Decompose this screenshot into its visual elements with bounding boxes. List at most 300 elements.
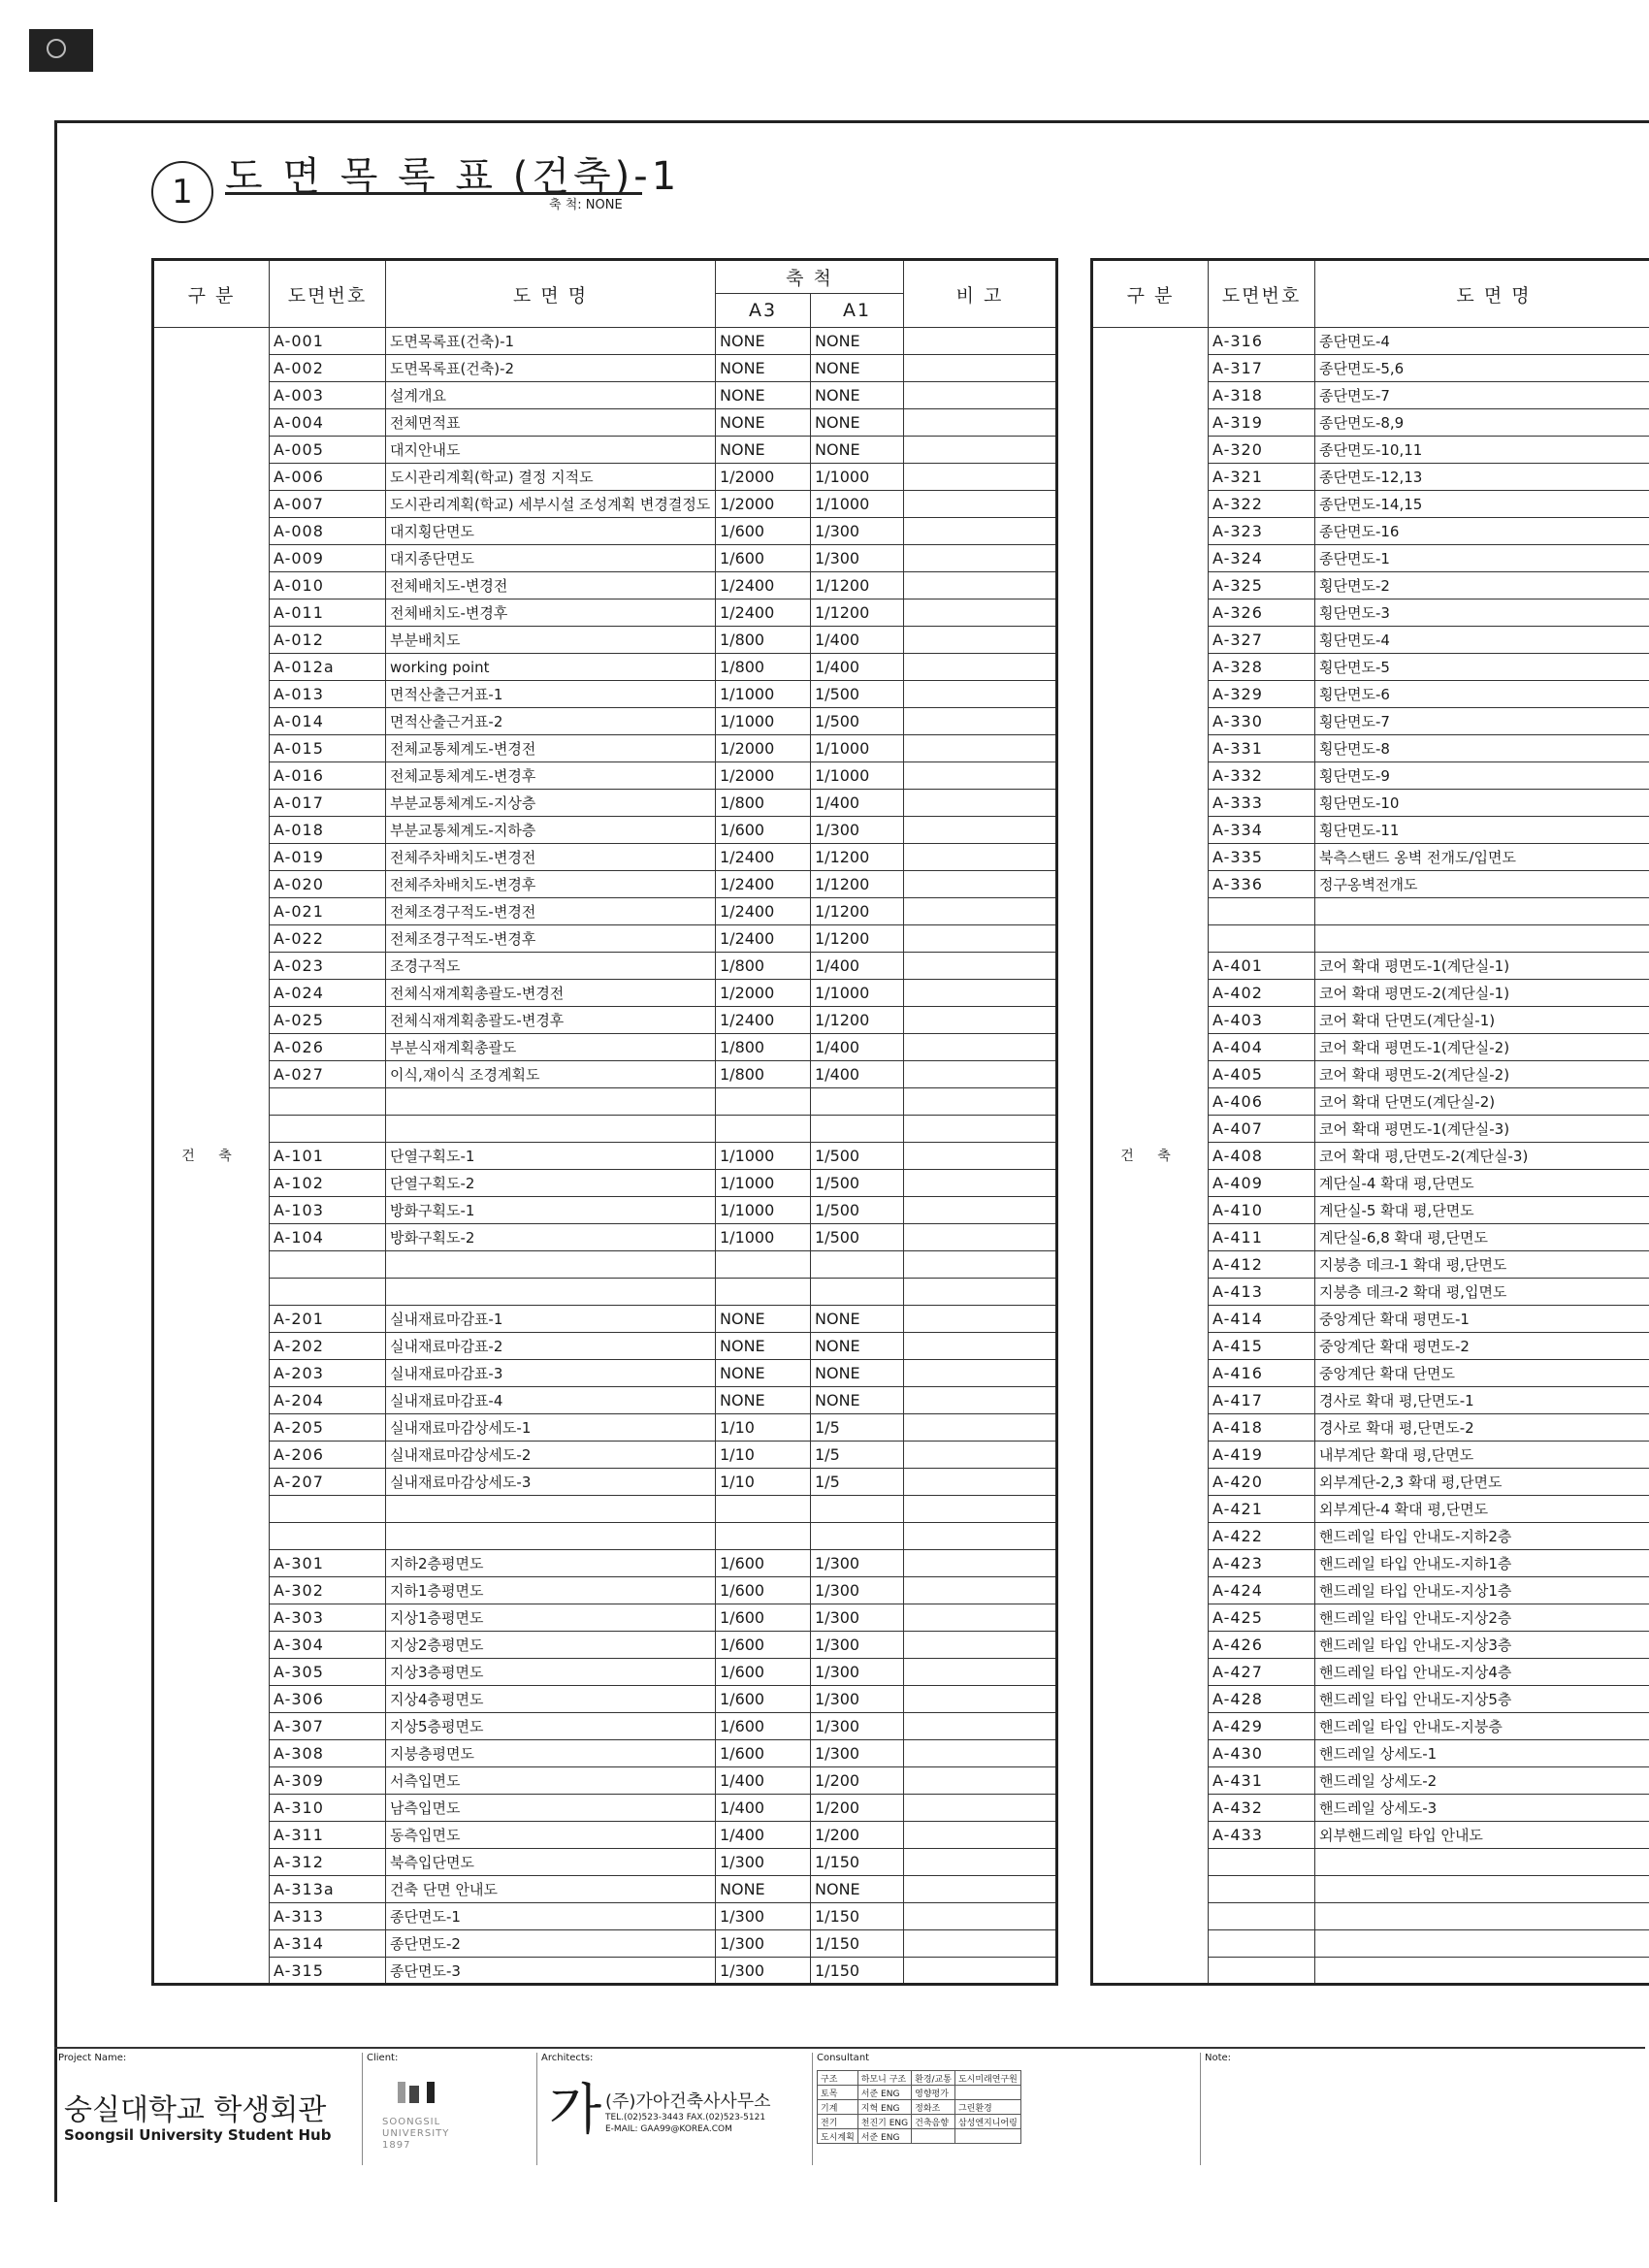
drawing-number: A-416 (1209, 1360, 1315, 1387)
table-row (153, 1007, 1057, 1034)
scale-a3: 1/2400 (716, 599, 811, 627)
remark-cell (904, 1577, 1057, 1604)
scale-a1: 1/200 (811, 1767, 904, 1795)
scale-a1: 1/500 (811, 1224, 904, 1251)
scale-a1: 1/300 (811, 1550, 904, 1577)
drawing-number: A-433 (1209, 1822, 1315, 1849)
consultant-row (818, 2086, 1021, 2100)
scale-a3: 1/2000 (716, 762, 811, 790)
scale-a1: 1/1200 (811, 572, 904, 599)
drawing-number: A-007 (270, 491, 386, 518)
drawing-name (1315, 898, 1649, 925)
remark-cell (904, 1795, 1057, 1822)
drawing-number: A-423 (1209, 1550, 1315, 1577)
scale-a1: NONE (811, 1306, 904, 1333)
drawing-name: 횡단면도-10 (1315, 790, 1649, 817)
drawing-number: A-201 (270, 1306, 386, 1333)
drawing-name: 북측입단면도 (386, 1849, 716, 1876)
remark-cell (904, 1387, 1057, 1414)
project-name-en: Soongsil University Student Hub (64, 2126, 332, 2144)
consultant-cell (813, 2053, 1201, 2165)
scale-a1: 1/5 (811, 1442, 904, 1469)
project-name-kr: 숭실대학교 학생회관 (64, 2093, 327, 2127)
drawing-number (270, 1523, 386, 1550)
drawing-name: 지하1층평면도 (386, 1577, 716, 1604)
drawing-number: A-414 (1209, 1306, 1315, 1333)
drawing-number (270, 1496, 386, 1523)
scale-a3: 1/300 (716, 1903, 811, 1930)
scale-a3: 1/2000 (716, 464, 811, 491)
drawing-number: A-001 (270, 328, 386, 355)
table-row (153, 898, 1057, 925)
remark-cell (904, 1523, 1057, 1550)
drawing-name: 도시관리계획(학교) 결정 지적도 (386, 464, 716, 491)
drawing-number: A-335 (1209, 844, 1315, 871)
drawing-name: 종단면도-1 (1315, 545, 1649, 572)
drawing-name: 핸드레일 타입 안내도-지붕층 (1315, 1713, 1649, 1740)
remark-cell (904, 681, 1057, 708)
scale-a1: 1/400 (811, 1034, 904, 1061)
drawing-number: A-316 (1209, 328, 1315, 355)
table-row (153, 1251, 1057, 1279)
table-row (153, 545, 1057, 572)
remark-cell (904, 925, 1057, 953)
drawing-number: A-005 (270, 437, 386, 464)
drawing-name: 전체교통체계도-변경전 (386, 735, 716, 762)
scale-a3: 1/800 (716, 627, 811, 654)
drawing-number: A-322 (1209, 491, 1315, 518)
remark-cell (904, 1469, 1057, 1496)
drawing-number: A-006 (270, 464, 386, 491)
architect-name: (주)가아건축사사무소 (605, 2091, 771, 2112)
scale-a3: NONE (716, 1876, 811, 1903)
scale-a3: 1/2000 (716, 491, 811, 518)
drawing-name: 대지횡단면도 (386, 518, 716, 545)
table-row (153, 328, 1057, 355)
drawing-number: A-027 (270, 1061, 386, 1088)
drawing-number: A-319 (1209, 409, 1315, 437)
scale-a3 (716, 1251, 811, 1279)
scale-a1: 1/150 (811, 1958, 904, 1985)
drawing-name: 전체식재계획총괄도-변경후 (386, 1007, 716, 1034)
scale-a1 (811, 1088, 904, 1116)
remark-cell (904, 491, 1057, 518)
scale-a3 (716, 1523, 811, 1550)
table-row (153, 1197, 1057, 1224)
table-row (153, 1523, 1057, 1550)
drawing-name: 실내재료마감상세도-3 (386, 1469, 716, 1496)
header-drawing-name: 도 면 명 (386, 260, 716, 328)
remark-cell (904, 627, 1057, 654)
header-a3: A3 (716, 294, 811, 328)
drawing-number: A-417 (1209, 1387, 1315, 1414)
drawing-name: working point (386, 654, 716, 681)
consultant-field: 정화조 (912, 2100, 955, 2115)
table-row (153, 1930, 1057, 1958)
category-cell: 건 축 (153, 328, 270, 1985)
scale-a3: 1/600 (716, 518, 811, 545)
drawing-name: 지상5층평면도 (386, 1713, 716, 1740)
drawing-name: 지상2층평면도 (386, 1632, 716, 1659)
architect-email: E-MAIL: GAA99@KOREA.COM (605, 2124, 732, 2134)
scale-a3: 1/2400 (716, 898, 811, 925)
drawing-name: 지붕층 데크-2 확대 평,입면도 (1315, 1279, 1649, 1306)
scale-a1: 1/300 (811, 1686, 904, 1713)
remark-cell (904, 953, 1057, 980)
drawing-number: A-318 (1209, 382, 1315, 409)
remark-cell (904, 654, 1057, 681)
drawing-number: A-017 (270, 790, 386, 817)
drawing-number: A-320 (1209, 437, 1315, 464)
drawing-name: 방화구획도-2 (386, 1224, 716, 1251)
scale-a1: 1/1200 (811, 871, 904, 898)
drawing-name: 부분배치도 (386, 627, 716, 654)
scale-a3: 1/600 (716, 1550, 811, 1577)
scale-a1: NONE (811, 382, 904, 409)
table-row (153, 1632, 1057, 1659)
remark-cell (904, 1849, 1057, 1876)
drawing-name: 코어 확대 평면도-1(계단실-2) (1315, 1034, 1649, 1061)
scale-a1: 1/400 (811, 627, 904, 654)
drawing-name: 지붕층 데크-1 확대 평,단면도 (1315, 1251, 1649, 1279)
drawing-name (1315, 1930, 1649, 1958)
scale-a1: NONE (811, 1387, 904, 1414)
drawing-name: 종단면도-7 (1315, 382, 1649, 409)
remark-cell (904, 1958, 1057, 1985)
scale-a3: 1/600 (716, 817, 811, 844)
drawing-number (1209, 1849, 1315, 1876)
table-row (153, 1469, 1057, 1496)
drawing-number: A-205 (270, 1414, 386, 1442)
drawing-number: A-004 (270, 409, 386, 437)
drawing-name: 정구옹벽전개도 (1315, 871, 1649, 898)
scale-a3: 1/600 (716, 1659, 811, 1686)
drawing-name: 중앙계단 확대 평면도-1 (1315, 1306, 1649, 1333)
consultant-field: 전기 (818, 2115, 858, 2129)
drawing-name: 중앙계단 확대 단면도 (1315, 1360, 1649, 1387)
remark-cell (904, 328, 1057, 355)
table-row (153, 1442, 1057, 1469)
table-row (153, 409, 1057, 437)
note-label: Note: (1205, 2053, 1232, 2063)
drawing-name: 핸드레일 상세도-1 (1315, 1740, 1649, 1767)
table-row (153, 1659, 1057, 1686)
project-label: Project Name: (58, 2053, 127, 2063)
scale-a1: 1/500 (811, 1197, 904, 1224)
remark-cell (904, 464, 1057, 491)
remark-cell (904, 437, 1057, 464)
scale-a1: 1/400 (811, 654, 904, 681)
consultant-label: Consultant (817, 2053, 870, 2063)
table-row (153, 654, 1057, 681)
scale-a3: NONE (716, 328, 811, 355)
remark-cell (904, 1550, 1057, 1577)
drawing-number: A-011 (270, 599, 386, 627)
consultant-row (818, 2100, 1021, 2115)
table-row (153, 464, 1057, 491)
table-row (153, 681, 1057, 708)
consultant-field: 기계 (818, 2100, 858, 2115)
drawing-name: 도면목록표(건축)-2 (386, 355, 716, 382)
remark-cell (904, 1876, 1057, 1903)
remark-cell (904, 1034, 1057, 1061)
table-row (153, 1306, 1057, 1333)
drawing-number: A-428 (1209, 1686, 1315, 1713)
table-row (153, 1279, 1057, 1306)
drawing-name: 실내재료마감표-2 (386, 1333, 716, 1360)
drawing-number: A-010 (270, 572, 386, 599)
drawing-number (1209, 898, 1315, 925)
table-row (1092, 328, 1649, 355)
drawing-name: 실내재료마감표-1 (386, 1306, 716, 1333)
scale-a1: NONE (811, 355, 904, 382)
drawing-number (270, 1116, 386, 1143)
drawing-name: 면적산출근거표-2 (386, 708, 716, 735)
drawing-name: 조경구적도 (386, 953, 716, 980)
scale-a3: 1/2400 (716, 1007, 811, 1034)
scale-a1 (811, 1251, 904, 1279)
drawing-name: 계단실-5 확대 평,단면도 (1315, 1197, 1649, 1224)
scale-a1: 1/1200 (811, 599, 904, 627)
drawing-number: A-026 (270, 1034, 386, 1061)
scale-a1 (811, 1523, 904, 1550)
drawing-number: A-315 (270, 1958, 386, 1985)
consultant-field: 도시미래연구원 (954, 2071, 1020, 2086)
drawing-name (1315, 1958, 1649, 1985)
drawing-number: A-408 (1209, 1143, 1315, 1170)
drawing-name: 횡단면도-7 (1315, 708, 1649, 735)
table-row (153, 1686, 1057, 1713)
scale-a3: NONE (716, 1360, 811, 1387)
remark-cell (904, 1822, 1057, 1849)
drawing-number: A-024 (270, 980, 386, 1007)
remark-cell (904, 1604, 1057, 1632)
drawing-name: 종단면도-3 (386, 1958, 716, 1985)
table-row (153, 1849, 1057, 1876)
drawing-name: 부분식재계획총괄도 (386, 1034, 716, 1061)
drawing-name: 횡단면도-11 (1315, 817, 1649, 844)
remark-cell (904, 1197, 1057, 1224)
drawing-name: 코어 확대 평면도-1(계단실-1) (1315, 953, 1649, 980)
scale-a1: 1/400 (811, 953, 904, 980)
drawing-number: A-309 (270, 1767, 386, 1795)
drawing-name: 전체조경구적도-변경전 (386, 898, 716, 925)
drawing-name (1315, 1849, 1649, 1876)
drawing-number (1209, 1903, 1315, 1930)
scale-a1: NONE (811, 437, 904, 464)
scale-a3: 1/10 (716, 1442, 811, 1469)
table-row (153, 572, 1057, 599)
scale-a1: 1/300 (811, 1659, 904, 1686)
table-row (153, 1387, 1057, 1414)
drawing-name: 건축 단면 안내도 (386, 1876, 716, 1903)
drawing-number: A-306 (270, 1686, 386, 1713)
drawing-number: A-203 (270, 1360, 386, 1387)
remark-cell (904, 1306, 1057, 1333)
drawing-name: 전체주차배치도-변경전 (386, 844, 716, 871)
drawing-number: A-427 (1209, 1659, 1315, 1686)
drawing-number: A-202 (270, 1333, 386, 1360)
drawing-number: A-413 (1209, 1279, 1315, 1306)
drawing-name: 지하2층평면도 (386, 1550, 716, 1577)
scale-a3: 1/1000 (716, 1197, 811, 1224)
drawing-name: 코어 확대 단면도(계단실-1) (1315, 1007, 1649, 1034)
drawing-number: A-103 (270, 1197, 386, 1224)
table-row (153, 980, 1057, 1007)
drawing-number (1209, 1876, 1315, 1903)
drawing-number (270, 1251, 386, 1279)
drawing-number: A-102 (270, 1170, 386, 1197)
drawing-name: 도시관리계획(학교) 세부시설 조성계획 변경결정도 (386, 491, 716, 518)
remark-cell (904, 844, 1057, 871)
drawing-name: 종단면도-2 (386, 1930, 716, 1958)
drawing-number: A-023 (270, 953, 386, 980)
remark-cell (904, 1360, 1057, 1387)
scale-a3 (716, 1116, 811, 1143)
drawing-number: A-330 (1209, 708, 1315, 735)
drawing-name: 방화구획도-1 (386, 1197, 716, 1224)
drawing-number: A-328 (1209, 654, 1315, 681)
scale-a1: 1/1000 (811, 464, 904, 491)
scale-a1: 1/1200 (811, 925, 904, 953)
header-gubun-right: 구 분 (1092, 260, 1209, 328)
drawing-number: A-018 (270, 817, 386, 844)
scale-a1: 1/300 (811, 518, 904, 545)
header-drawing-no-right: 도면번호 (1209, 260, 1315, 328)
remark-cell (904, 382, 1057, 409)
drawing-number: A-425 (1209, 1604, 1315, 1632)
remark-cell (904, 545, 1057, 572)
drawing-number: A-432 (1209, 1795, 1315, 1822)
architect-tel: TEL.(02)523-3443 FAX.(02)523-5121 (605, 2113, 766, 2122)
drawing-name: 횡단면도-4 (1315, 627, 1649, 654)
scale-a3: 1/2400 (716, 572, 811, 599)
drawing-number: A-331 (1209, 735, 1315, 762)
drawing-number: A-019 (270, 844, 386, 871)
drawing-number: A-406 (1209, 1088, 1315, 1116)
scale-a1: 1/1000 (811, 491, 904, 518)
consultant-field: 지혁 ENG (857, 2100, 911, 2115)
remark-cell (904, 762, 1057, 790)
remark-cell (904, 1251, 1057, 1279)
drawing-name (386, 1279, 716, 1306)
drawing-name: 핸드레일 상세도-2 (1315, 1767, 1649, 1795)
project-cell (54, 2053, 363, 2165)
drawing-name: 종단면도-4 (1315, 328, 1649, 355)
consultant-field: 서준 ENG (857, 2129, 911, 2144)
remark-cell (904, 1414, 1057, 1442)
drawing-name: 종단면도-1 (386, 1903, 716, 1930)
scale-a1: 1/300 (811, 545, 904, 572)
scale-a1: 1/1000 (811, 762, 904, 790)
client-label: Client: (367, 2053, 399, 2063)
page-title: 도 면 목 록 표 (건축)-1 (225, 154, 681, 199)
scale-a3: 1/1000 (716, 1224, 811, 1251)
scale-a3: NONE (716, 1306, 811, 1333)
scale-a1: 1/1200 (811, 1007, 904, 1034)
table-row (153, 355, 1057, 382)
drawing-name: 실내재료마감표-3 (386, 1360, 716, 1387)
scale-a1: 1/150 (811, 1930, 904, 1958)
consultant-field: 그린환경 (954, 2100, 1020, 2115)
drawing-number: A-021 (270, 898, 386, 925)
scale-a1: 1/500 (811, 681, 904, 708)
drawing-name: 부분교통체계도-지상층 (386, 790, 716, 817)
drawing-name: 외부핸드레일 타입 안내도 (1315, 1822, 1649, 1849)
drawing-number: A-415 (1209, 1333, 1315, 1360)
drawing-number: A-302 (270, 1577, 386, 1604)
scale-a3: NONE (716, 1333, 811, 1360)
drawing-name: 실내재료마감표-4 (386, 1387, 716, 1414)
remark-cell (904, 1143, 1057, 1170)
drawing-number: A-313 (270, 1903, 386, 1930)
drawing-number: A-430 (1209, 1740, 1315, 1767)
scale-a3 (716, 1496, 811, 1523)
consultant-field: 영향평가 (912, 2086, 955, 2100)
table-row (153, 1170, 1057, 1197)
drawing-number: A-334 (1209, 817, 1315, 844)
drawing-number: A-206 (270, 1442, 386, 1469)
drawing-name: 외부계단-4 확대 평,단면도 (1315, 1496, 1649, 1523)
drawing-name: 지상1층평면도 (386, 1604, 716, 1632)
drawing-name: 중앙계단 확대 평면도-2 (1315, 1333, 1649, 1360)
scale-a1 (811, 1496, 904, 1523)
remark-cell (904, 409, 1057, 437)
remark-cell (904, 898, 1057, 925)
remark-cell (904, 1659, 1057, 1686)
drawing-name: 이식,재이식 조경계획도 (386, 1061, 716, 1088)
remark-cell (904, 708, 1057, 735)
drawing-name: 핸드레일 타입 안내도-지하1층 (1315, 1550, 1649, 1577)
table-row (153, 599, 1057, 627)
drawing-number: A-008 (270, 518, 386, 545)
scale-a3: 1/1000 (716, 708, 811, 735)
scale-a1: NONE (811, 409, 904, 437)
drawing-name: 대지종단면도 (386, 545, 716, 572)
scale-a1 (811, 1116, 904, 1143)
header-drawing-name-right: 도 면 명 (1315, 260, 1649, 328)
consultant-row (818, 2071, 1021, 2086)
drawing-number: A-407 (1209, 1116, 1315, 1143)
drawing-number: A-402 (1209, 980, 1315, 1007)
table-row (153, 1713, 1057, 1740)
drawing-name: 설계개요 (386, 382, 716, 409)
table-row (153, 491, 1057, 518)
drawing-name: 전체교통체계도-변경후 (386, 762, 716, 790)
drawing-name: 북측스탠드 옹벽 전개도/입면도 (1315, 844, 1649, 871)
drawing-name: 내부계단 확대 평,단면도 (1315, 1442, 1649, 1469)
consultant-field: 삼성엔지니어링 (954, 2115, 1020, 2129)
drawing-number (270, 1088, 386, 1116)
drawing-number: A-336 (1209, 871, 1315, 898)
scale-a1: NONE (811, 328, 904, 355)
table-row (153, 1767, 1057, 1795)
drawing-number: A-323 (1209, 518, 1315, 545)
scale-a1: NONE (811, 1876, 904, 1903)
drawing-name: 횡단면도-3 (1315, 599, 1649, 627)
remark-cell (904, 1930, 1057, 1958)
drawing-number: A-311 (270, 1822, 386, 1849)
scale-a3: NONE (716, 355, 811, 382)
drawing-name: 남측입면도 (386, 1795, 716, 1822)
drawing-name: 전체배치도-변경후 (386, 599, 716, 627)
consultant-field: 천진기 ENG (857, 2115, 911, 2129)
scale-a3: NONE (716, 382, 811, 409)
drawing-name: 코어 확대 단면도(계단실-2) (1315, 1088, 1649, 1116)
note-cell (1201, 2053, 1637, 2165)
consultant-table (817, 2070, 1021, 2144)
table-row (153, 1116, 1057, 1143)
